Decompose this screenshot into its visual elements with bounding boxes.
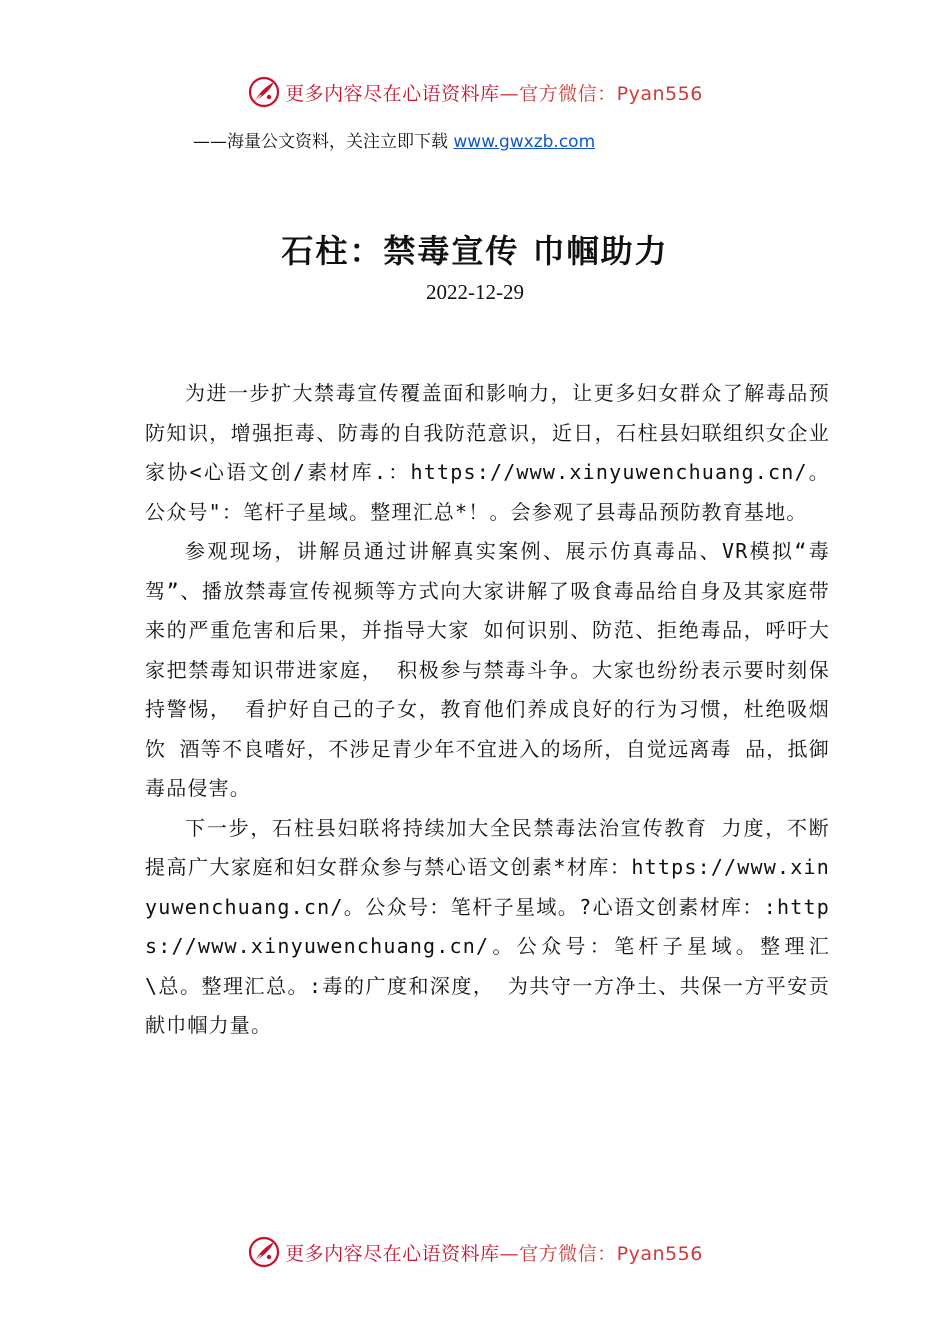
article-title: 石柱：禁毒宣传 巾帼助力 xyxy=(281,232,669,270)
header-banner xyxy=(0,72,950,112)
footer-brand: 更多内容尽在心语资料库 xyxy=(285,1242,500,1265)
paragraph-3: 下一步，石柱县妇联将持续加大全民禁毒法治宣传教育 力度，不断提高广大家庭和妇女群众参与禁心语文创素*材库：https://www.xinyuwenchuang.cn/。公众号：笔杆子星域。?心语文创素材库：:https://www.xinyuwenchuang.cn/。公众号：笔杆子星域。整理汇\总。整理汇总。:毒的广度和深度， 为共守一方净土、共保一方平安贡献巾帼力量。 xyxy=(145,815,830,1037)
article-body xyxy=(145,374,830,1046)
article-date: 2022-12-29 xyxy=(426,280,524,304)
tagline-text: ——海量公文资料，关注立即下载 xyxy=(193,132,454,152)
footer-banner xyxy=(0,1232,950,1272)
site-link[interactable]: www.gwxzb.com xyxy=(453,132,596,152)
header-brand: 更多内容尽在心语资料库 xyxy=(285,82,500,105)
quill-logo-icon xyxy=(247,1235,281,1269)
header-wechat: —官方微信：Pyan556 xyxy=(499,82,703,105)
paragraph-2: 参观现场，讲解员通过讲解真实案例、展示仿真毒品、VR模拟“毒驾”、播放禁毒宣传视频等方式向大家讲解了吸食毒品给自身及其家庭带来的严重危害和后果，并指导大家 如何识别、防范、拒绝毒品，呼吁大家把禁毒知识带进家庭， 积极参与禁毒斗争。大家也纷纷表示要时刻保持警惕， 看护好自己的子女，教育他们养成良好的行为习惯，杜绝吸烟饮 酒等不良嗜好，不涉足青少年不宜进入的场所，自觉远离毒 品，抵御毒品侵害。 xyxy=(145,539,830,800)
footer-wechat: —官方微信：Pyan556 xyxy=(499,1242,703,1265)
paragraph-1: 为进一步扩大禁毒宣传覆盖面和影响力，让更多妇女群众了解毒品预防知识，增强拒毒、防毒的自我防范意识，近日，石柱县妇联组织女企业家协<心语文创/素材库.：https://www.xinyuwenchuang.cn/。公众号"：笔杆子星域。整理汇总*！。会参观了县毒品预防教育基地。 xyxy=(145,381,830,524)
header-banner-text xyxy=(285,79,703,106)
tagline xyxy=(193,127,595,152)
quill-logo-icon xyxy=(247,75,281,109)
footer-banner-text xyxy=(285,1239,703,1266)
